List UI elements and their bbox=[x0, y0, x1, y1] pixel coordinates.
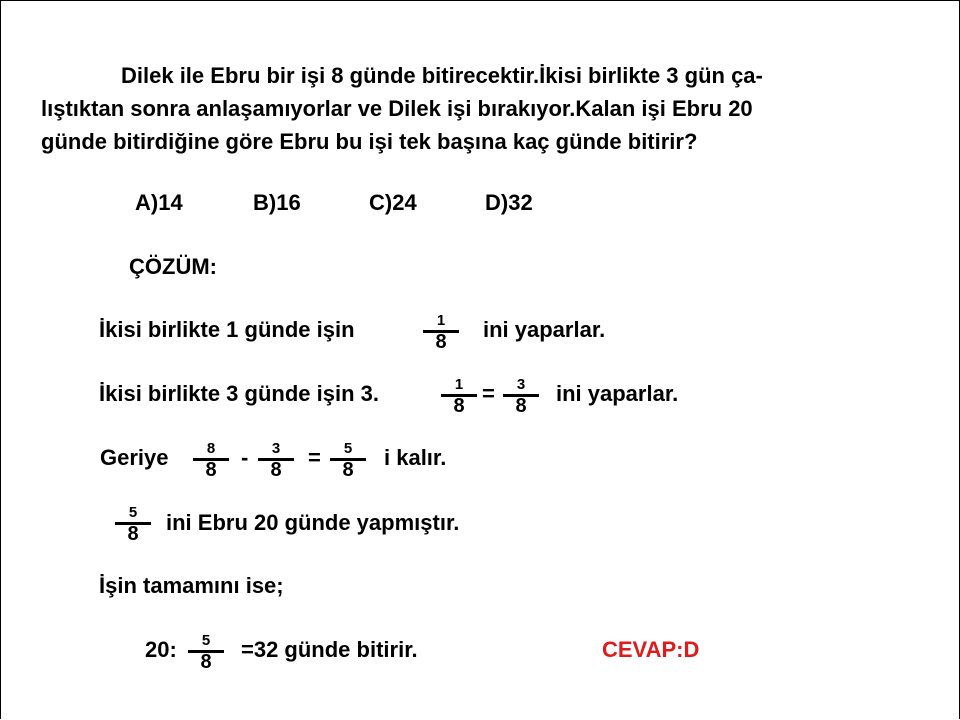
fraction-numerator: 3 bbox=[271, 440, 281, 457]
question-line-2: lıştıktan sonra anlaşamıyorlar ve Dilek işi bırakıyor.Kalan işi Ebru 20 bbox=[41, 96, 753, 121]
step3-minus: - bbox=[241, 445, 249, 470]
step1-text-after: ini yaparlar. bbox=[483, 317, 606, 342]
fraction-numerator: 1 bbox=[436, 312, 446, 329]
fraction-denominator: 8 bbox=[270, 459, 282, 481]
fraction-numerator: 1 bbox=[454, 376, 464, 393]
fraction-numerator: 5 bbox=[201, 632, 211, 649]
fraction-denominator: 8 bbox=[515, 395, 527, 417]
option-a: A)14 bbox=[135, 190, 183, 215]
fraction-denominator: 8 bbox=[435, 331, 447, 353]
fraction-numerator: 5 bbox=[343, 440, 353, 457]
step1-text-before: İkisi birlikte 1 günde işin bbox=[99, 317, 355, 342]
fraction-denominator: 8 bbox=[453, 395, 465, 417]
fraction-numerator: 3 bbox=[516, 376, 526, 393]
question-line-3: günde bitirdiğine göre Ebru bu işi tek başına kaç günde bitirir? bbox=[41, 129, 698, 154]
fraction-denominator: 8 bbox=[127, 523, 139, 545]
step3-text-before: Geriye bbox=[100, 445, 169, 470]
step3-equals: = bbox=[308, 445, 321, 470]
option-c: C)24 bbox=[369, 190, 417, 215]
step3-text-after: i kalır. bbox=[384, 445, 447, 470]
step6-text-before: 20: bbox=[145, 637, 177, 662]
fraction-denominator: 8 bbox=[205, 459, 217, 481]
solution-heading: ÇÖZÜM: bbox=[129, 254, 217, 279]
step2-text-before: İkisi birlikte 3 günde işin 3. bbox=[99, 381, 379, 406]
step6-text-after: =32 günde bitirir. bbox=[241, 637, 418, 662]
fraction-denominator: 8 bbox=[342, 459, 354, 481]
option-b: B)16 bbox=[253, 190, 301, 215]
option-d: D)32 bbox=[485, 190, 533, 215]
question-line-1: Dilek ile Ebru bir işi 8 günde bitirecektir.İkisi birlikte 3 gün ça- bbox=[121, 63, 763, 88]
fraction-numerator: 5 bbox=[128, 504, 138, 521]
step5-text: İşin tamamını ise; bbox=[99, 573, 284, 598]
step2-text-after: ini yaparlar. bbox=[556, 381, 679, 406]
answer-label: CEVAP:D bbox=[602, 637, 700, 662]
fraction-numerator: 8 bbox=[206, 440, 216, 457]
fraction-denominator: 8 bbox=[200, 651, 212, 673]
step2-equals: = bbox=[482, 381, 495, 406]
step4-text-after: ini Ebru 20 günde yapmıştır. bbox=[166, 510, 460, 535]
